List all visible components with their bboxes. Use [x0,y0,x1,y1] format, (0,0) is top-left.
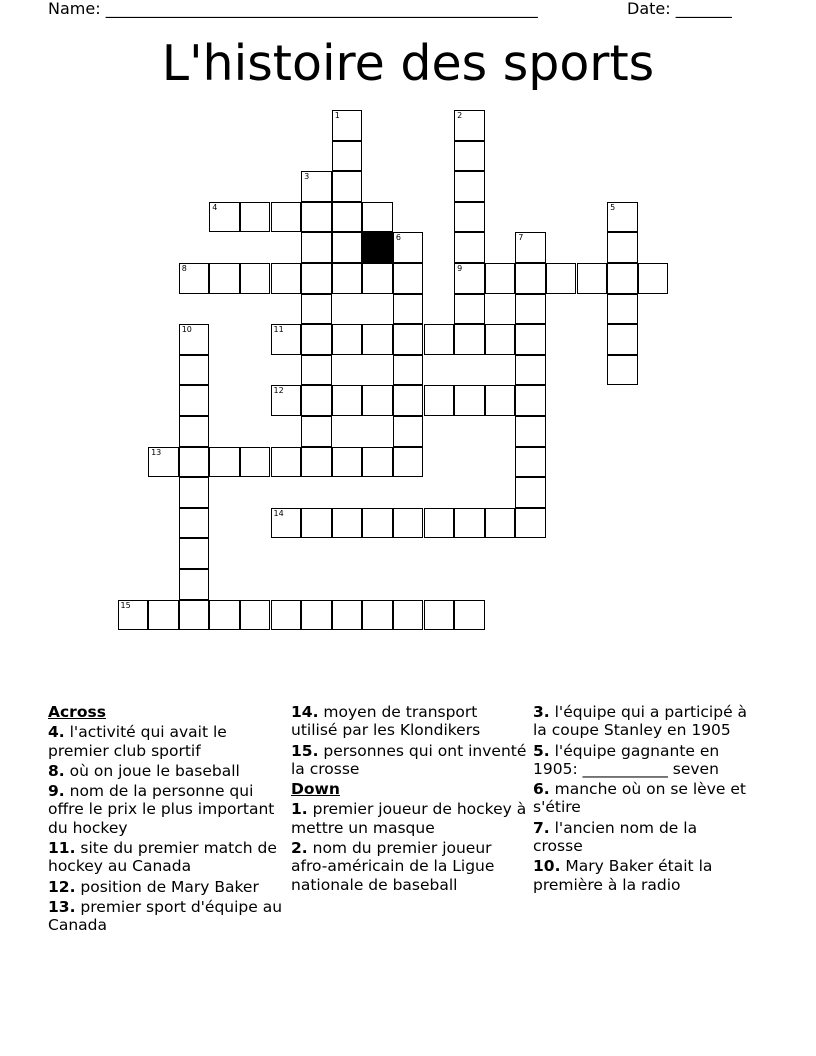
cell-number: 6 [395,233,401,243]
cell-number: 1 [334,111,340,120]
grid-cell[interactable] [332,232,363,263]
grid-cell[interactable] [179,508,210,539]
grid-cell[interactable] [179,600,210,631]
name-line: ______________________________________________________ [105,0,538,18]
grid-cell[interactable] [301,294,332,325]
grid-cell[interactable] [393,263,424,294]
clue-across-14: 14. moyen de transport utilisé par les Klondikers [291,703,481,740]
grid-cell[interactable] [301,447,332,478]
grid-cell[interactable] [301,171,332,202]
grid-cell[interactable] [271,324,302,355]
grid-cell[interactable] [607,294,638,325]
grid-cell[interactable] [332,324,363,355]
grid-cell[interactable] [332,202,363,233]
clue-down-10: 10. Mary Baker était la première à la radio [533,857,713,894]
grid-cell[interactable] [271,263,302,294]
grid-cell[interactable] [179,355,210,386]
cell-number: 13 [151,447,162,457]
grid-cell[interactable] [240,600,271,631]
black-cell [362,232,393,263]
grid-cell[interactable] [179,538,210,569]
clue-across-9: 9. nom de la personne qui offre le prix le plus important du hockey [48,782,275,837]
grid-cell[interactable] [362,263,393,294]
grid-cell[interactable] [362,324,393,355]
cell-number: 9 [457,264,463,273]
grid-cell[interactable] [454,600,485,631]
grid-cell[interactable] [362,600,393,631]
grid-cell[interactable] [332,385,363,416]
grid-cell[interactable] [148,600,179,631]
cell-number: 12 [273,386,284,396]
grid-cell[interactable] [209,447,240,478]
grid-cell[interactable] [454,324,485,355]
grid-cell[interactable] [332,263,363,294]
date-label: Date: [627,0,671,18]
grid-cell[interactable] [148,447,179,478]
date-line: _______ [675,0,732,18]
clue-down-3: 3. l'équipe qui a participé à la coupe Stanley en 1905 [533,703,748,740]
clue-across-11: 11. site du premier match de hockey au Canada [48,839,277,876]
grid-cell[interactable] [515,385,546,416]
grid-cell[interactable] [271,202,302,233]
grid-cell[interactable] [515,447,546,478]
grid-cell[interactable] [362,202,393,233]
grid-cell[interactable] [301,416,332,447]
grid-cell[interactable] [607,355,638,386]
cell-number: 2 [457,111,463,120]
grid-cell[interactable] [454,294,485,325]
grid-cell[interactable] [362,508,393,539]
grid-cell[interactable] [301,355,332,386]
grid-cell[interactable] [454,202,485,233]
clue-down-7: 7. l'ancien nom de la crosse [533,818,698,856]
clue-across-8: 8. où on joue le baseball [48,761,240,780]
grid-cell[interactable] [332,508,363,539]
grid-cell[interactable] [271,385,302,416]
grid-cell[interactable] [301,324,332,355]
grid-cell[interactable] [515,355,546,386]
grid-cell[interactable] [271,600,302,631]
grid-cell[interactable] [485,263,516,294]
grid-cell[interactable] [485,324,516,355]
grid-cell[interactable] [607,263,638,294]
name-label: Name: [48,0,101,18]
grid-cell[interactable] [607,324,638,355]
cell-number: 15 [120,600,131,610]
grid-cell[interactable] [454,110,485,141]
grid-cell[interactable] [393,232,424,263]
grid-cell[interactable] [424,324,455,355]
clue-down-1: 1. premier joueur de hockey à mettre un masque [291,800,527,837]
grid-cell[interactable] [515,477,546,508]
grid-cell[interactable] [393,355,424,386]
grid-cell[interactable] [607,232,638,263]
grid-cell[interactable] [515,294,546,325]
cell-number: 8 [181,264,187,273]
grid-cell[interactable] [454,141,485,172]
grid-cell[interactable] [454,385,485,416]
clue-across-15: 15. personnes qui ont inventé la crosse [291,741,527,778]
grid-cell[interactable] [271,508,302,539]
grid-cell[interactable] [271,447,302,478]
grid-cell[interactable] [607,202,638,233]
grid-cell[interactable] [301,232,332,263]
grid-cell[interactable] [332,141,363,172]
grid-cell[interactable] [301,263,332,294]
grid-cell[interactable] [118,600,149,631]
across-heading: Across [48,703,106,721]
grid-cell[interactable] [515,324,546,355]
grid-cell[interactable] [485,385,516,416]
clue-down-2: 2. nom du premier joueur afro-américain de la Ligue nationale de baseball [291,839,495,894]
grid-cell[interactable] [240,447,271,478]
cell-number: 5 [610,202,616,212]
grid-cell[interactable] [179,569,210,600]
grid-cell[interactable] [393,294,424,325]
clue-across-12: 12. position de Mary Baker [48,877,259,896]
down-heading: Down [291,780,340,799]
cell-number: 3 [304,172,310,182]
grid-cell[interactable] [393,416,424,447]
grid-cell[interactable] [209,263,240,294]
grid-cell[interactable] [332,447,363,478]
grid-cell[interactable] [362,447,393,478]
clue-down-5: 5. l'équipe gagnante en 1905: ___________ seven [533,741,720,778]
grid-cell[interactable] [577,263,608,294]
cell-number: 7 [518,233,524,243]
clue-column-2 [291,703,527,896]
grid-cell[interactable] [424,600,455,631]
grid-cell[interactable] [393,324,424,355]
grid-cell[interactable] [301,600,332,631]
clue-across-13: 13. premier sport d'équipe au Canada [48,897,283,935]
grid-cell[interactable] [209,600,240,631]
grid-cell[interactable] [424,508,455,539]
grid-cell[interactable] [240,263,271,294]
grid-cell[interactable] [301,385,332,416]
grid-cell[interactable] [301,508,332,539]
cell-number: 11 [273,325,284,335]
grid-cell[interactable] [301,202,332,233]
grid-cell[interactable] [240,202,271,233]
grid-cell[interactable] [179,385,210,416]
grid-cell[interactable] [454,171,485,202]
grid-cell[interactable] [393,508,424,539]
grid-cell[interactable] [515,508,546,539]
grid-cell[interactable] [393,447,424,478]
grid-cell[interactable] [424,385,455,416]
grid-cell[interactable] [209,202,240,233]
grid-cell[interactable] [515,416,546,447]
cell-number: 14 [273,508,284,518]
clue-column-1 [48,703,283,937]
clue-column-3 [533,703,748,896]
grid-cell[interactable] [332,171,363,202]
grid-cell[interactable] [332,600,363,631]
grid-cell[interactable] [546,263,577,294]
grid-cell[interactable] [454,263,485,294]
grid-cell[interactable] [179,447,210,478]
clue-across-4: 4. l'activité qui avait le premier club sportif [48,723,227,760]
grid-cell[interactable] [332,110,363,141]
grid-cell[interactable] [454,508,485,539]
grid-cell[interactable] [362,385,393,416]
grid-cell[interactable] [515,232,546,263]
grid-cell[interactable] [485,508,516,539]
grid-cell[interactable] [179,477,210,508]
grid-cell[interactable] [393,385,424,416]
clue-down-6: 6. manche où on se lève et s'étire [533,780,746,817]
cell-number: 10 [181,325,192,335]
grid-cell[interactable] [179,263,210,294]
page-title: L'histoire des sports [161,35,655,92]
grid-cell[interactable] [515,263,546,294]
cell-number: 4 [212,202,218,212]
grid-cell[interactable] [179,416,210,447]
grid-cell[interactable] [179,324,210,355]
grid-cell[interactable] [454,232,485,263]
grid-cell[interactable] [638,263,669,294]
grid-cell[interactable] [393,600,424,631]
